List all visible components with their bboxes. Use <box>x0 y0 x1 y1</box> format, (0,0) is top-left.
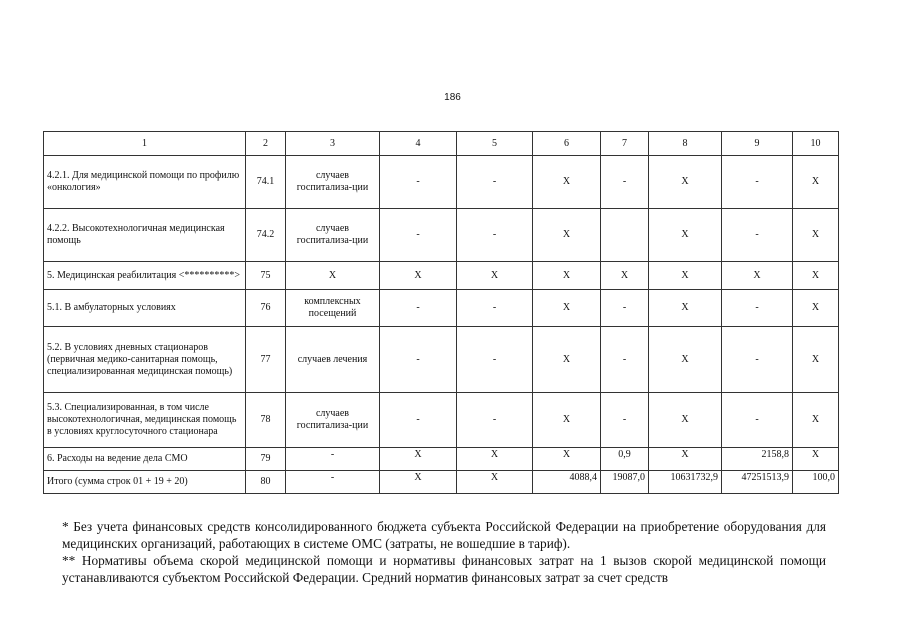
header-cell: 10 <box>793 132 839 156</box>
unit-cell: случаев госпитализа-ции <box>286 393 380 448</box>
value-cell: - <box>457 290 533 327</box>
value-cell: X <box>649 156 722 209</box>
value-cell: X <box>649 393 722 448</box>
value-cell: X <box>533 262 601 290</box>
unit-cell: - <box>286 448 380 471</box>
table-row <box>44 209 839 262</box>
row-name: Итого (сумма строк 01 + 19 + 20) <box>44 471 246 494</box>
value-cell: X <box>380 471 457 494</box>
row-name: 4.2.1. Для медицинской помощи по профилю «онкология» <box>44 156 246 209</box>
footnote: * Без учета финансовых средств консолидированного бюджета субъекта Российской Федерации на приобретение оборудования для медицинских организаций, работающих в системе ОМС (затраты, не вошедшие в тариф). <box>62 519 826 551</box>
header-cell: 8 <box>649 132 722 156</box>
value-cell: X <box>649 209 722 262</box>
value-cell: X <box>793 209 839 262</box>
data-table <box>43 131 839 494</box>
footnote: ** Нормативы объема скорой медицинской помощи и нормативы финансовых затрат на 1 вызов скорой медицинской помощи устанавливаются субъектом Российской Федерации. Средний норматив финансовых затрат за счет средств <box>62 553 826 585</box>
value-cell: X <box>457 448 533 471</box>
value-cell: - <box>457 393 533 448</box>
row-code: 74.2 <box>246 209 286 262</box>
value-cell: X <box>533 393 601 448</box>
value-cell: - <box>457 327 533 393</box>
table-header-row <box>44 132 839 156</box>
table-row <box>44 290 839 327</box>
unit-cell: случаев госпитализа-ции <box>286 156 380 209</box>
header-cell: 7 <box>601 132 649 156</box>
row-code: 79 <box>246 448 286 471</box>
header-cell: 4 <box>380 132 457 156</box>
value-cell: X <box>793 393 839 448</box>
unit-cell: случаев лечения <box>286 327 380 393</box>
table-row <box>44 327 839 393</box>
value-cell: - <box>722 290 793 327</box>
value-cell: X <box>649 262 722 290</box>
value-cell: X <box>793 448 839 471</box>
row-name: 4.2.2. Высокотехнологичная медицинская помощь <box>44 209 246 262</box>
value-cell: - <box>380 209 457 262</box>
value-cell: X <box>793 262 839 290</box>
table-row-total <box>44 471 839 494</box>
value-cell: X <box>533 448 601 471</box>
value-cell: - <box>380 393 457 448</box>
value-cell: - <box>601 327 649 393</box>
value-cell: X <box>793 290 839 327</box>
value-cell: 0,9 <box>601 448 649 471</box>
unit-cell: комплексных посещений <box>286 290 380 327</box>
value-cell: X <box>649 327 722 393</box>
header-cell: 2 <box>246 132 286 156</box>
row-code: 76 <box>246 290 286 327</box>
header-cell: 3 <box>286 132 380 156</box>
value-cell: X <box>793 156 839 209</box>
value-cell: X <box>533 209 601 262</box>
row-code: 75 <box>246 262 286 290</box>
value-cell: 4088,4 <box>533 471 601 494</box>
table-row <box>44 262 839 290</box>
page-number: 186 <box>444 92 461 103</box>
footnotes <box>62 518 826 586</box>
row-name: 5. Медицинская реабилитация <**********> <box>44 262 246 290</box>
value-cell: - <box>722 393 793 448</box>
table-row <box>44 156 839 209</box>
value-cell: - <box>601 156 649 209</box>
value-cell: - <box>722 156 793 209</box>
value-cell: X <box>380 262 457 290</box>
unit-cell: X <box>286 262 380 290</box>
value-cell: X <box>722 262 793 290</box>
table-row <box>44 393 839 448</box>
value-cell: X <box>649 290 722 327</box>
value-cell: - <box>722 327 793 393</box>
row-name: 6. Расходы на ведение дела СМО <box>44 448 246 471</box>
value-cell: - <box>380 156 457 209</box>
value-cell: X <box>793 327 839 393</box>
value-cell: 2158,8 <box>722 448 793 471</box>
header-cell: 6 <box>533 132 601 156</box>
value-cell: - <box>457 156 533 209</box>
value-cell: X <box>533 156 601 209</box>
value-cell: 47251513,9 <box>722 471 793 494</box>
value-cell: X <box>457 262 533 290</box>
value-cell: - <box>380 290 457 327</box>
row-code: 77 <box>246 327 286 393</box>
value-cell: - <box>601 393 649 448</box>
value-cell: X <box>601 262 649 290</box>
value-cell: - <box>457 209 533 262</box>
row-name: 5.2. В условиях дневных стационаров (первичная медико-санитарная помощь, специализированная медицинская помощь) <box>44 327 246 393</box>
unit-cell: случаев госпитализа-ции <box>286 209 380 262</box>
value-cell: 19087,0 <box>601 471 649 494</box>
row-code: 78 <box>246 393 286 448</box>
value-cell: - <box>601 290 649 327</box>
value-cell: 100,0 <box>793 471 839 494</box>
row-code: 80 <box>246 471 286 494</box>
header-cell: 5 <box>457 132 533 156</box>
row-code: 74.1 <box>246 156 286 209</box>
row-name: 5.3. Специализированная, в том числе высокотехнологичная, медицинская помощь в условиях круглосуточного стационара <box>44 393 246 448</box>
value-cell: X <box>533 290 601 327</box>
value-cell: - <box>380 327 457 393</box>
row-name: 5.1. В амбулаторных условиях <box>44 290 246 327</box>
value-cell: X <box>380 448 457 471</box>
value-cell <box>601 209 649 262</box>
header-cell: 9 <box>722 132 793 156</box>
value-cell: - <box>722 209 793 262</box>
unit-cell: - <box>286 471 380 494</box>
table-row <box>44 448 839 471</box>
value-cell: 10631732,9 <box>649 471 722 494</box>
value-cell: X <box>533 327 601 393</box>
value-cell: X <box>649 448 722 471</box>
header-cell: 1 <box>44 132 246 156</box>
value-cell: X <box>457 471 533 494</box>
